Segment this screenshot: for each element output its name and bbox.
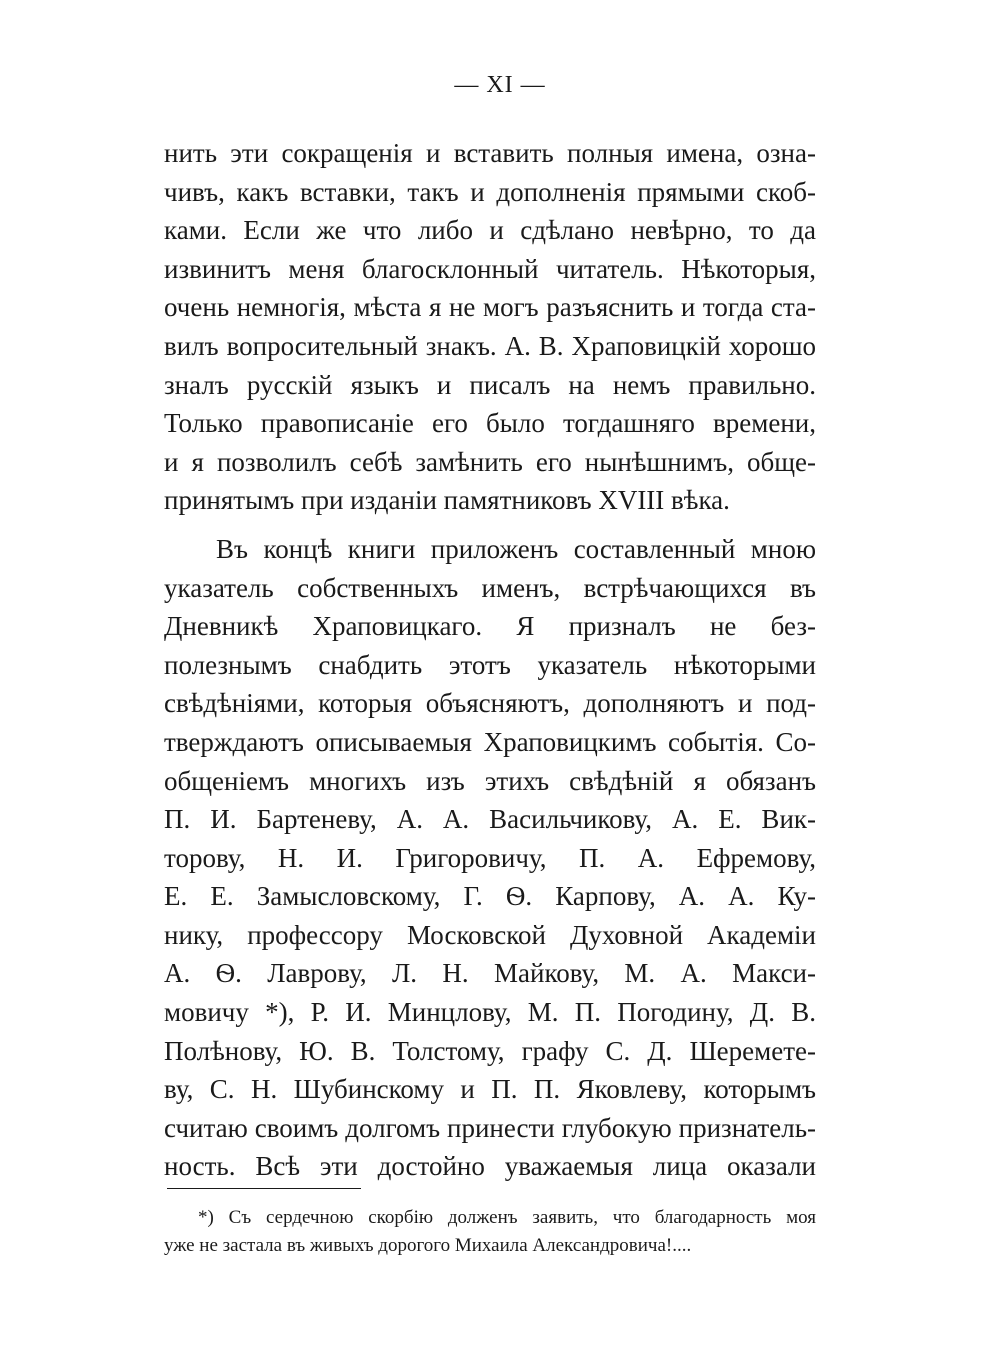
text-line: зналъ русскій языкъ и писалъ на немъ правильно.	[164, 369, 816, 400]
text-line: Дневникѣ Храповицкаго. Я призналъ не без-	[164, 611, 816, 642]
text-line: и я позволилъ себѣ замѣнить его нынѣшнимъ, обще-	[164, 446, 816, 477]
paragraph-gap	[164, 520, 816, 530]
text-line: ву, С. Н. Шубинскому и П. П. Яковлеву, которымъ	[164, 1074, 816, 1105]
text-line: тверждаютъ описываемыя Храповицкимъ событія. Со-	[164, 726, 816, 757]
text-line: принятымъ при изданіи памятниковъ XVIII вѣка.	[164, 485, 730, 516]
text-line: мовичу *), Р. И. Минцлову, М. П. Погодину, Д. В.	[164, 997, 816, 1028]
text-line: свѣдѣніями, которыя объясняютъ, дополняютъ и под-	[164, 688, 816, 719]
text-line: общеніемъ многихъ изъ этихъ свѣдѣній я обязанъ	[164, 765, 816, 796]
text-line: А. Ѳ. Лаврову, Л. Н. Майкову, М. А. Макси-	[164, 958, 816, 989]
footnote-divider	[167, 1188, 361, 1189]
text-line: нику, профессору Московской Духовной Академіи	[164, 919, 816, 950]
footnote-line: *) Съ сердечною скорбію долженъ заявить, что благодарность моя	[198, 1207, 816, 1228]
text-line: Въ концѣ книги приложенъ составленный мною	[216, 533, 816, 564]
text-line: ками. Если же что либо и сдѣлано невѣрно, то да	[164, 215, 816, 246]
text-line: Е. Е. Замысловскому, Г. Ѳ. Карпову, А. А. Ку-	[164, 881, 816, 912]
footnote	[164, 1204, 816, 1260]
text-line: ность. Всѣ эти достойно уважаемыя лица оказали	[164, 1151, 816, 1182]
text-line: торову, Н. И. Григоровичу, П. А. Ефремову,	[164, 842, 816, 873]
text-line: чивъ, какъ вставки, такъ и дополненія прямыми скоб-	[164, 176, 816, 207]
text-line: указатель собственныхъ именъ, встрѣчающихся въ	[164, 572, 816, 603]
text-line: извинитъ меня благосклонный читатель. Нѣкоторыя,	[164, 253, 816, 284]
body-text	[164, 134, 816, 1186]
footnote-line: уже не застала въ живыхъ дорогого Михаила Александровича!....	[164, 1235, 692, 1256]
text-line: полезнымъ снабдить этотъ указатель нѣкоторыми	[164, 649, 816, 680]
text-line: Полѣнову, Ю. В. Толстому, графу С. Д. Шеремете-	[164, 1035, 816, 1066]
text-line: Только правописаніе его было тогдашняго времени,	[164, 408, 816, 439]
text-line: нить эти сокращенія и вставить полныя имена, озна-	[164, 138, 816, 168]
text-line: считаю своимъ долгомъ принести глубокую признатель-	[164, 1112, 816, 1143]
text-line: вилъ вопросительный знакъ. А. В. Храповицкій хорошо	[164, 330, 816, 361]
page-number: — XI —	[454, 72, 546, 98]
text-line: П. И. Бартеневу, А. А. Васильчикову, А. Е. Вик-	[164, 804, 816, 835]
text-line: очень немногія, мѣста я не могъ разъяснить и тогда ста-	[164, 292, 816, 323]
